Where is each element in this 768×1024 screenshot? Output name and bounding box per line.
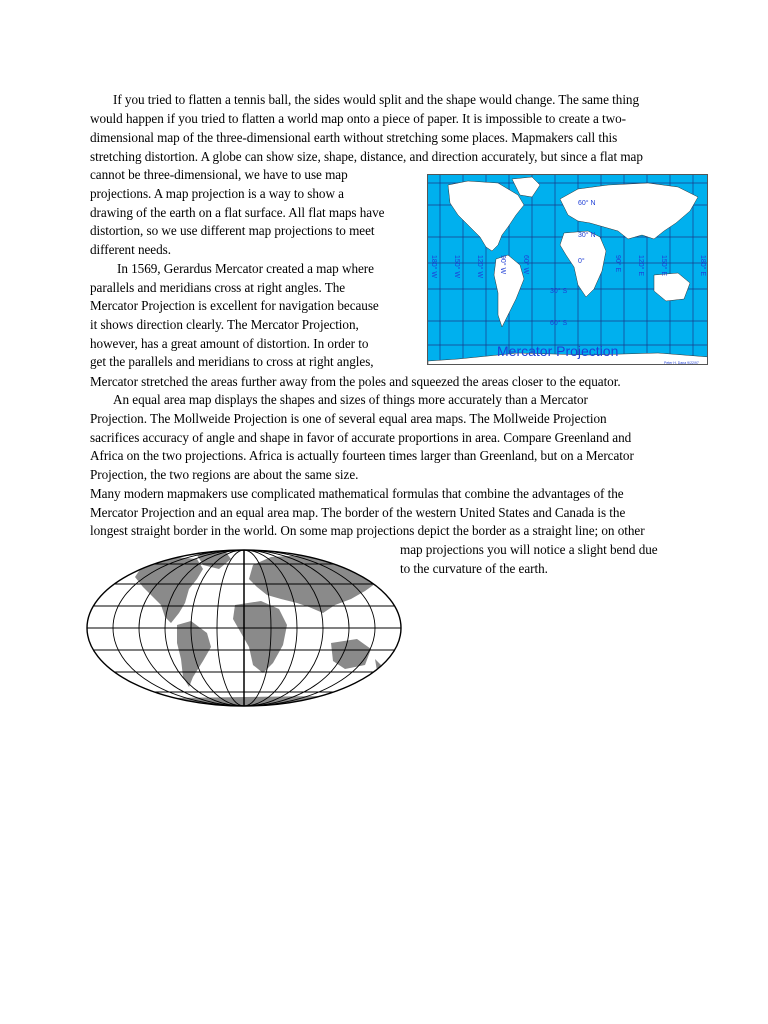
- lon-label: 150° E: [660, 255, 667, 277]
- lon-label: 180° E: [699, 255, 706, 277]
- lon-label: 90° E: [614, 255, 621, 273]
- lat-label: 30° S: [550, 288, 568, 295]
- text-line: longest straight border in the world. On some map projections depict the border as a straight line; on other: [90, 523, 645, 538]
- mollweide-map: [85, 547, 403, 709]
- text-line: stretching distortion. A globe can show size, shape, distance, and direction accurately, but since a flat map: [90, 149, 643, 164]
- text-line: different needs.: [90, 242, 171, 257]
- lon-label: 180° W: [430, 255, 437, 279]
- text-line: sacrifices accuracy of angle and shape in favor of accurate proportions in area. Compare Greenland and: [90, 430, 632, 445]
- text-line: If you tried to flatten a tennis ball, the sides would split and the shape would change. The same thing: [113, 92, 640, 107]
- lat-label: 0°: [578, 258, 585, 265]
- text-line: however, has a great amount of distortion. In order to: [90, 336, 369, 351]
- lat-label: 60° S: [550, 320, 568, 327]
- lon-label: 150° W: [453, 255, 460, 279]
- text-line: distortion, so we use different map projections to meet: [90, 223, 375, 238]
- text-line: In 1569, Gerardus Mercator created a map where: [117, 261, 374, 276]
- text-line: Projection. The Mollweide Projection is one of several equal area maps. The Mollweide Projection: [90, 411, 607, 426]
- lon-label: 120° W: [476, 255, 483, 279]
- text-line: Africa on the two projections. Africa is actually fourteen times larger than Greenland, but on a Mercator: [90, 448, 634, 463]
- map-title: Mercator Projection: [497, 343, 619, 359]
- text-line: parallels and meridians cross at right angles. The: [90, 280, 346, 295]
- text-line: projections. A map projection is a way to show a: [90, 186, 344, 201]
- text-line: cannot be three-dimensional, we have to use map: [90, 167, 348, 182]
- mercator-map-graphic: [428, 175, 708, 365]
- text-line: to the curvature of the earth.: [400, 561, 548, 576]
- text-line: Mercator Projection and an equal area map. The border of the western United States and Canada is the: [90, 505, 626, 520]
- lat-label: 60° N: [578, 200, 596, 207]
- text-line: map projections you will notice a slight bend due: [400, 542, 658, 557]
- map-credit: Peter H. Dana 9/22/97: [664, 361, 699, 365]
- lon-label: 90° W: [499, 255, 506, 275]
- text-line: Many modern mapmakers use complicated mathematical formulas that combine the advantages of the: [90, 486, 624, 501]
- lon-label: 60° W: [522, 255, 529, 275]
- text-line: it shows direction clearly. The Mercator Projection,: [90, 317, 359, 332]
- text-line: drawing of the earth on a flat surface. All flat maps have: [90, 205, 385, 220]
- text-line: Mercator stretched the areas further away from the poles and squeezed the areas closer to the equator.: [90, 374, 621, 389]
- text-line: Mercator Projection is excellent for navigation because: [90, 298, 379, 313]
- lon-label: 120° E: [637, 255, 644, 277]
- text-line: get the parallels and meridians to cross at right angles,: [90, 354, 374, 369]
- text-line: Projection, the two regions are about the same size.: [90, 467, 359, 482]
- mercator-map: [427, 174, 708, 365]
- text-line: An equal area map displays the shapes and sizes of things more accurately than a Mercator: [113, 392, 588, 407]
- mollweide-map-graphic: [85, 547, 403, 709]
- text-line: would happen if you tried to flatten a world map onto a piece of paper. It is impossible to create a two-: [90, 111, 627, 126]
- text-line: dimensional map of the three-dimensional earth without stretching some places. Mapmakers call this: [90, 130, 618, 145]
- lat-label: 30° N: [578, 232, 596, 239]
